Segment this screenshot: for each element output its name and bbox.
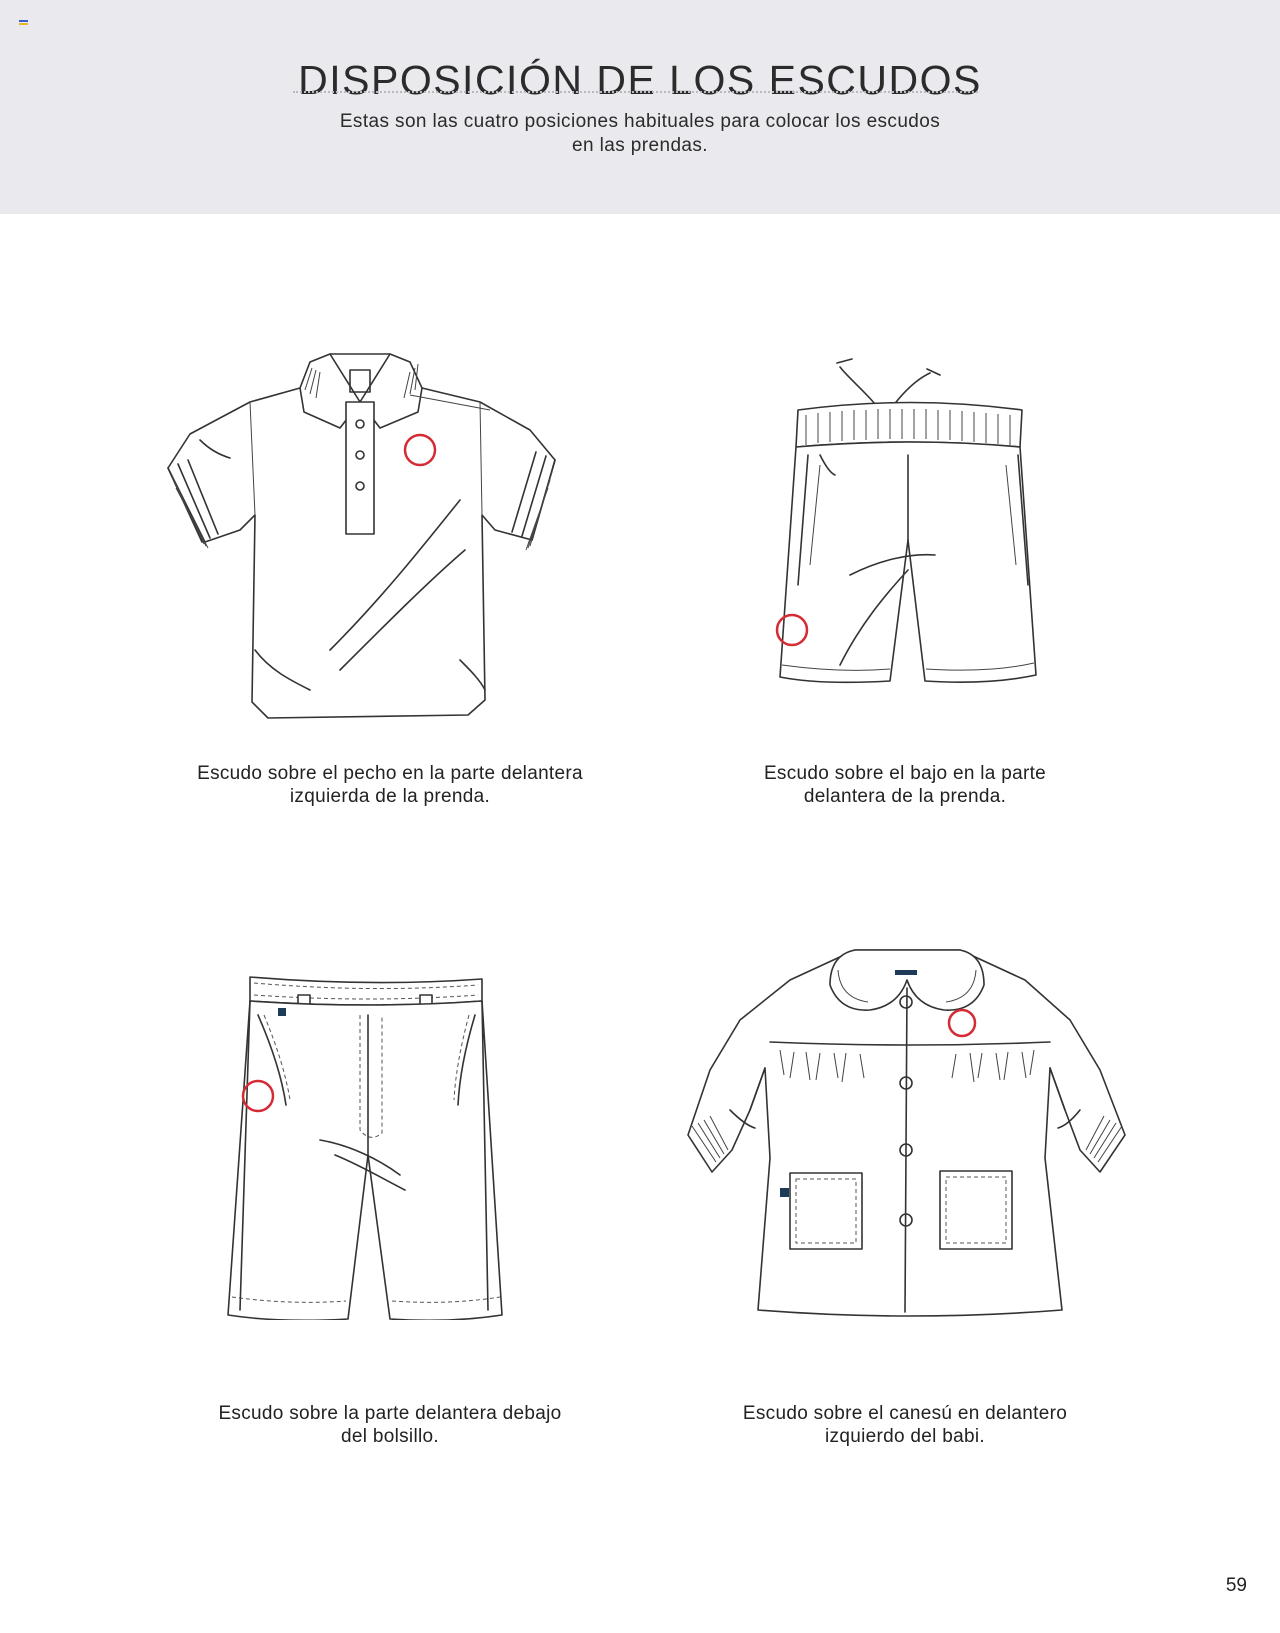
caption-elastic-shorts-line-2: delantera de la prenda. (803, 786, 1007, 807)
polo-shirt-illustration (160, 350, 580, 720)
caption-chino-shorts-line-2: del bolsillo. (341, 1426, 439, 1447)
page-title: DISPOSICIÓN DE LOS ESCUDOS (298, 57, 982, 104)
caption-elastic-shorts (690, 762, 1120, 808)
caption-chino-shorts-line-1: Escudo sobre la parte delantera debajo (218, 1403, 562, 1424)
babi-smock-illustration (670, 940, 1140, 1330)
corner-color-mark (19, 20, 28, 28)
caption-polo-shirt (140, 762, 640, 808)
caption-chino-shorts (140, 1402, 640, 1448)
intro-line-2: en las prendas. (572, 135, 708, 156)
elastic-shorts-illustration (740, 355, 1080, 705)
intro-text (300, 110, 980, 158)
chino-shorts-illustration (220, 975, 520, 1320)
caption-polo-shirt-line-1: Escudo sobre el pecho en la parte delantera (197, 763, 583, 784)
caption-elastic-shorts-line-1: Escudo sobre el bajo en la parte (763, 763, 1047, 784)
caption-babi-smock-line-2: izquierdo del babi. (825, 1426, 985, 1447)
caption-babi-smock (690, 1402, 1120, 1448)
title-divider (293, 91, 978, 93)
header-band (0, 0, 1280, 214)
caption-babi-smock-line-1: Escudo sobre el canesú en delantero (742, 1403, 1068, 1424)
page-number: 59 (1225, 1575, 1247, 1596)
caption-polo-shirt-line-2: izquierda de la prenda. (289, 786, 491, 807)
intro-line-1: Estas son las cuatro posiciones habituales para colocar los escudos (339, 111, 941, 132)
